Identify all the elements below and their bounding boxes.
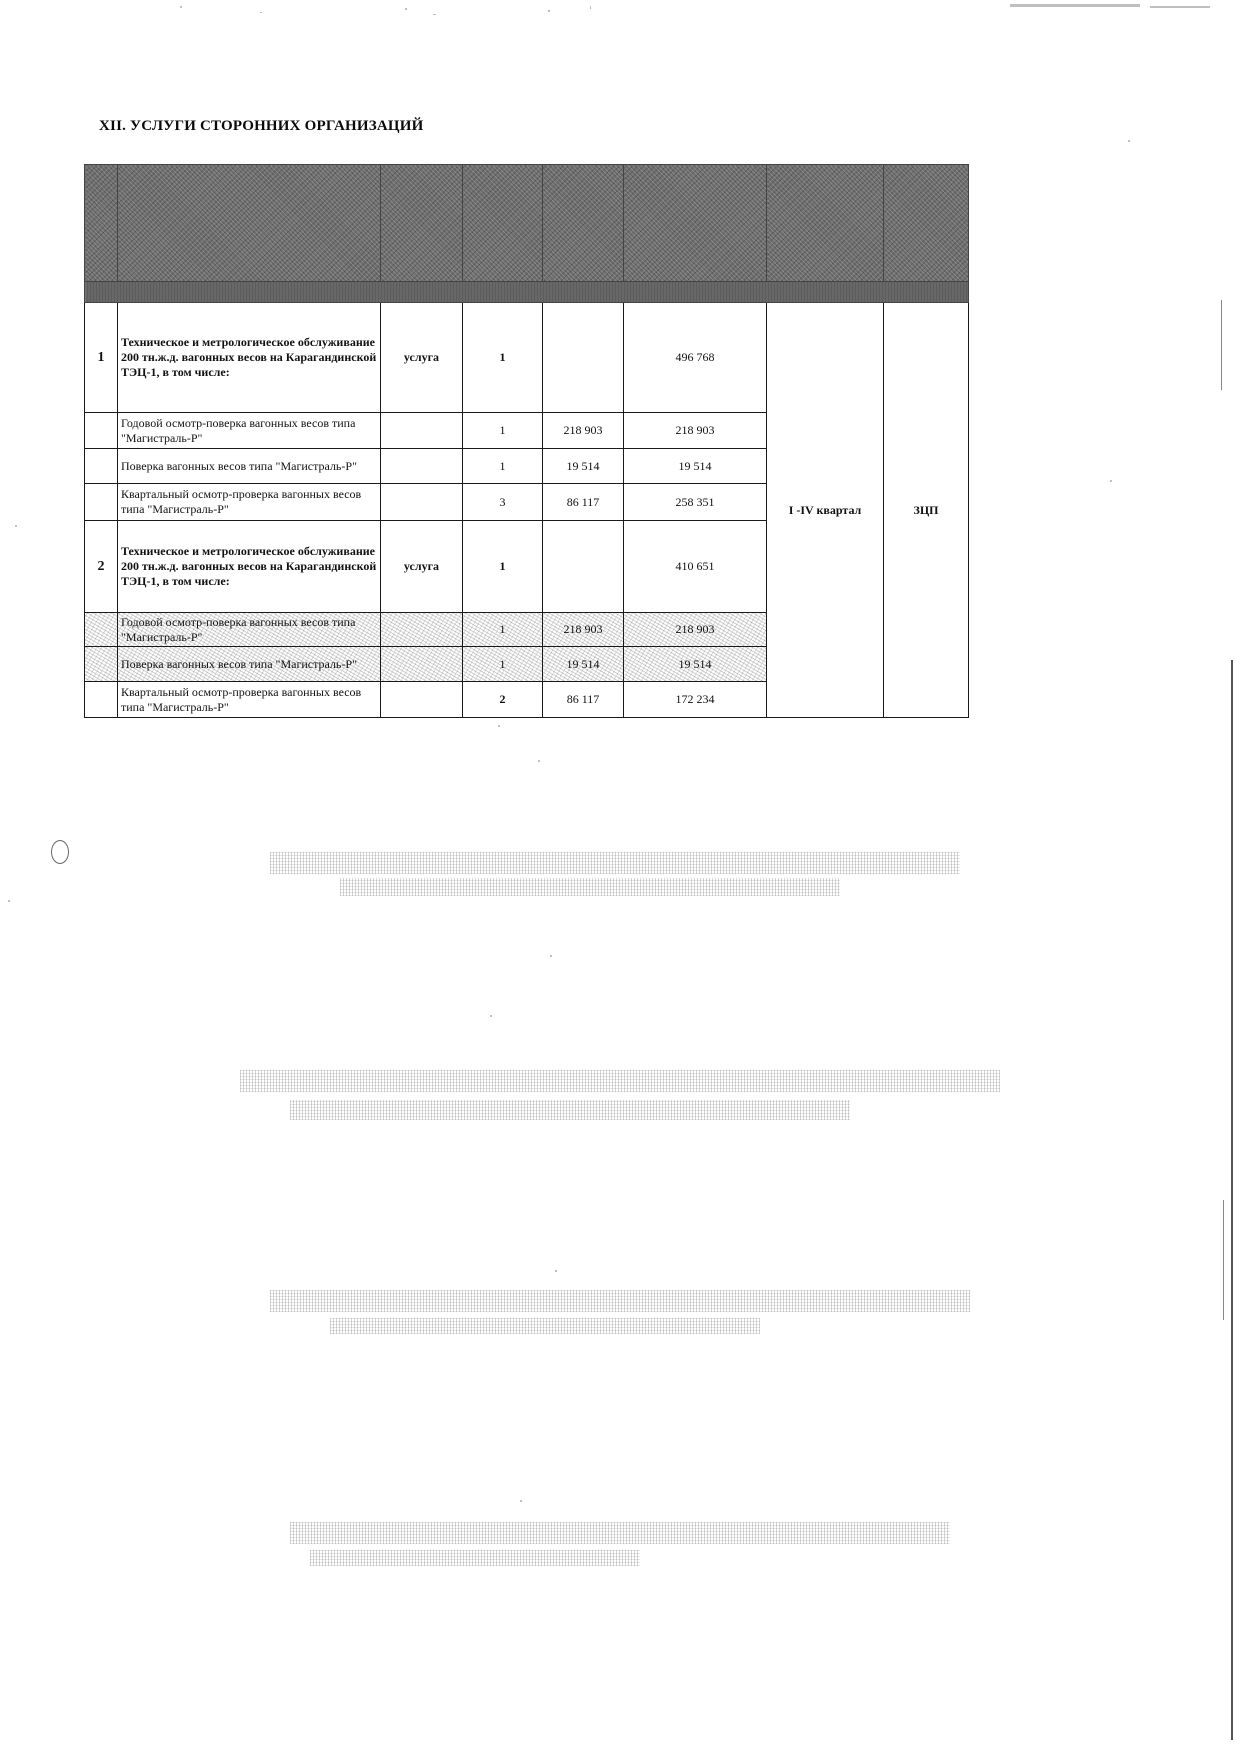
row-number: 2 — [85, 521, 118, 613]
total-cell: 218 903 — [624, 413, 767, 449]
unit-cell: услуга — [381, 303, 463, 413]
scan-edge-tick — [1223, 1200, 1224, 1320]
header-cell-name — [118, 165, 381, 282]
price-cell: 218 903 — [543, 413, 624, 449]
price-cell: 86 117 — [543, 484, 624, 521]
faded-text-line — [290, 1522, 950, 1544]
item-name: Поверка вагонных весов типа "Магистраль-Р" — [118, 449, 381, 484]
qty-cell: 1 — [463, 613, 543, 647]
header-band-row — [85, 282, 969, 303]
qty-cell: 1 — [463, 303, 543, 413]
method-cell: ЗЦП — [884, 303, 969, 718]
scan-edge-line — [1231, 660, 1233, 1740]
table-row — [85, 303, 969, 413]
total-cell: 496 768 — [624, 303, 767, 413]
faded-text-line — [270, 1290, 970, 1312]
price-cell: 86 117 — [543, 682, 624, 718]
qty-cell: 1 — [463, 647, 543, 682]
faded-text-line — [340, 878, 840, 896]
qty-cell: 1 — [463, 413, 543, 449]
qty-cell: 1 — [463, 521, 543, 613]
scan-edge-tick — [1221, 300, 1222, 390]
header-band — [85, 282, 969, 303]
total-cell: 410 651 — [624, 521, 767, 613]
qty-cell: 1 — [463, 449, 543, 484]
faded-text-line — [290, 1100, 850, 1120]
price-cell: 19 514 — [543, 647, 624, 682]
header-cell-num — [85, 165, 118, 282]
item-name: Годовой осмотр-поверка вагонных весов типа "Магистраль-Р" — [118, 613, 381, 647]
qty-cell: 3 — [463, 484, 543, 521]
header-cell-unit — [381, 165, 463, 282]
header-cell-qty — [463, 165, 543, 282]
header-cell-price — [543, 165, 624, 282]
row-number: 1 — [85, 303, 118, 413]
service-name: Техническое и метрологическое обслуживание 200 тн.ж.д. вагонных весов на Карагандинской ТЭЦ-1, в том числе: — [118, 521, 381, 613]
header-row — [85, 165, 969, 282]
service-name: Техническое и метрологическое обслуживание 200 тн.ж.д. вагонных весов на Карагандинской ТЭЦ-1, в том числе: — [118, 303, 381, 413]
item-name: Квартальный осмотр-проверка вагонных весов типа "Магистраль-Р" — [118, 682, 381, 718]
scan-mark-circle — [51, 840, 69, 864]
total-cell: 258 351 — [624, 484, 767, 521]
price-cell: 19 514 — [543, 449, 624, 484]
total-cell: 19 514 — [624, 647, 767, 682]
price-cell: 218 903 — [543, 613, 624, 647]
faded-text-line — [330, 1318, 760, 1334]
price-cell — [543, 303, 624, 413]
total-cell: 19 514 — [624, 449, 767, 484]
item-name: Квартальный осмотр-проверка вагонных весов типа "Магистраль-Р" — [118, 484, 381, 521]
total-cell: 218 903 — [624, 613, 767, 647]
total-cell: 172 234 — [624, 682, 767, 718]
qty-cell: 2 — [463, 682, 543, 718]
item-name: Годовой осмотр-поверка вагонных весов типа "Магистраль-Р" — [118, 413, 381, 449]
header-cell-total — [624, 165, 767, 282]
unit-cell: услуга — [381, 521, 463, 613]
services-table — [84, 164, 969, 718]
item-name: Поверка вагонных весов типа "Магистраль-Р" — [118, 647, 381, 682]
faded-text-line — [270, 852, 960, 874]
period-cell: I -IV квартал — [767, 303, 884, 718]
header-cell-period — [767, 165, 884, 282]
faded-text-line — [240, 1070, 1000, 1092]
page-heading: XII. УСЛУГИ СТОРОННИХ ОРГАНИЗАЦИЙ — [99, 118, 424, 134]
faded-text-line — [310, 1550, 640, 1566]
header-cell-method — [884, 165, 969, 282]
price-cell — [543, 521, 624, 613]
